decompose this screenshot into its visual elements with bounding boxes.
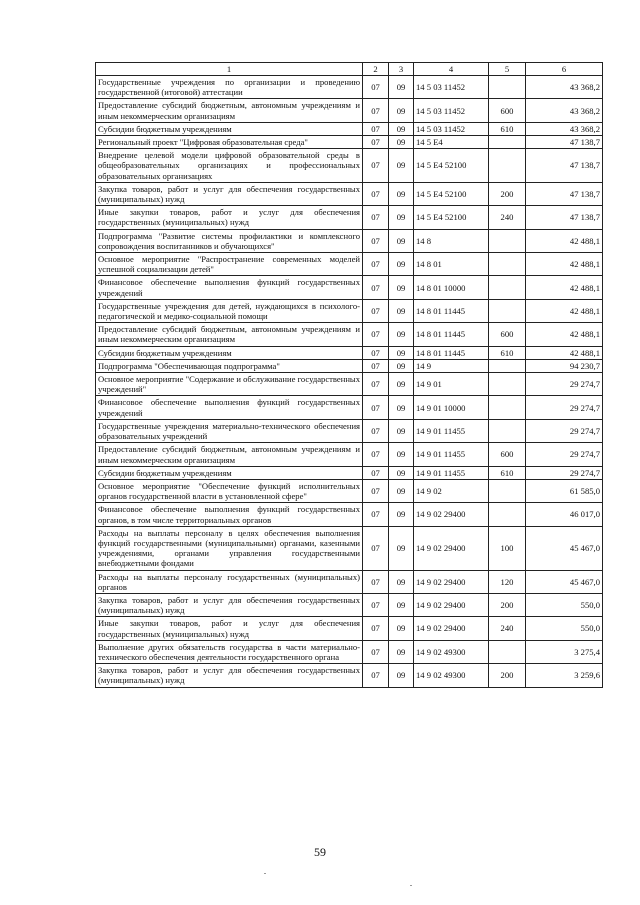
row-amount-cell: 46 017,0 [526,503,603,526]
row-section-cell: 07 [363,299,389,322]
row-target-article-cell: 14 8 01 [414,253,489,276]
row-expense-type-cell [489,76,526,99]
row-subsection-cell: 09 [389,664,414,687]
row-expense-type-cell [489,640,526,663]
row-target-article-cell: 14 9 01 11455 [414,466,489,479]
row-section-cell: 07 [363,136,389,149]
row-amount-cell: 42 488,1 [526,299,603,322]
row-subsection-cell: 09 [389,229,414,252]
row-target-article-cell: 14 9 02 29400 [414,570,489,593]
row-section-cell: 07 [363,373,389,396]
row-name-cell: Расходы на выплаты персоналу государственных (муниципальных) органов [96,570,363,593]
row-subsection-cell: 09 [389,182,414,205]
row-section-cell: 07 [363,419,389,442]
row-subsection-cell: 09 [389,99,414,122]
row-target-article-cell: 14 9 02 29400 [414,526,489,570]
row-subsection-cell: 09 [389,149,414,183]
row-expense-type-cell: 610 [489,122,526,135]
table-row [96,479,603,502]
row-subsection-cell: 09 [389,206,414,229]
table-row [96,526,603,570]
table-row [96,419,603,442]
row-expense-type-cell [489,359,526,372]
table-row [96,182,603,205]
row-target-article-cell: 14 9 01 11455 [414,419,489,442]
row-subsection-cell: 09 [389,526,414,570]
row-amount-cell: 61 585,0 [526,479,603,502]
row-name-cell: Субсидии бюджетным учреждениям [96,466,363,479]
row-target-article-cell: 14 5 E4 52100 [414,206,489,229]
row-amount-cell: 45 467,0 [526,526,603,570]
row-amount-cell: 42 488,1 [526,323,603,346]
row-amount-cell: 45 467,0 [526,570,603,593]
row-target-article-cell: 14 9 [414,359,489,372]
row-expense-type-cell [489,229,526,252]
row-expense-type-cell [489,419,526,442]
table-row [96,617,603,640]
row-name-cell: Иные закупки товаров, работ и услуг для обеспечения государственных (муниципальных) нужд [96,617,363,640]
row-target-article-cell: 14 9 01 11455 [414,443,489,466]
row-name-cell: Финансовое обеспечение выполнения функций государственных учреждений [96,276,363,299]
row-subsection-cell: 09 [389,276,414,299]
row-target-article-cell: 14 8 01 11445 [414,346,489,359]
row-name-cell: Закупка товаров, работ и услуг для обеспечения государственных (муниципальных) нужд [96,664,363,687]
row-target-article-cell: 14 5 03 11452 [414,122,489,135]
budget-table [95,62,603,688]
row-section-cell: 07 [363,99,389,122]
row-amount-cell: 42 488,1 [526,253,603,276]
row-target-article-cell: 14 9 02 29400 [414,593,489,616]
table-row [96,299,603,322]
row-section-cell: 07 [363,76,389,99]
table-row [96,503,603,526]
row-expense-type-cell: 600 [489,99,526,122]
budget-table-container [95,62,602,688]
row-name-cell: Финансовое обеспечение выполнения функций государственных органов, в том числе территориальных органов [96,503,363,526]
row-target-article-cell: 14 8 [414,229,489,252]
row-target-article-cell: 14 9 02 29400 [414,617,489,640]
table-row [96,229,603,252]
row-section-cell: 07 [363,640,389,663]
row-expense-type-cell: 240 [489,617,526,640]
row-expense-type-cell [489,253,526,276]
row-name-cell: Подпрограмма "Развитие системы профилактики и комплексного сопровождения воспитанников и обучающихся" [96,229,363,252]
row-subsection-cell: 09 [389,346,414,359]
table-row [96,149,603,183]
row-amount-cell: 47 138,7 [526,136,603,149]
row-amount-cell: 47 138,7 [526,182,603,205]
row-section-cell: 07 [363,443,389,466]
row-expense-type-cell [489,479,526,502]
row-target-article-cell: 14 9 02 49300 [414,640,489,663]
row-section-cell: 07 [363,359,389,372]
table-row [96,323,603,346]
row-section-cell: 07 [363,253,389,276]
row-name-cell: Государственные учреждения для детей, нуждающихся в психолого-педагогической и медико-социальной помощи [96,299,363,322]
row-target-article-cell: 14 8 01 11445 [414,299,489,322]
header-cell-expense-type: 5 [489,63,526,76]
table-row [96,99,603,122]
header-cell-section: 2 [363,63,389,76]
table-row [96,346,603,359]
row-section-cell: 07 [363,122,389,135]
row-amount-cell: 43 368,2 [526,99,603,122]
row-name-cell: Иные закупки товаров, работ и услуг для обеспечения государственных (муниципальных) нужд [96,206,363,229]
row-name-cell: Региональный проект "Цифровая образовательная среда" [96,136,363,149]
row-name-cell: Основное мероприятие "Содержание и обслуживание государственных учреждений" [96,373,363,396]
row-name-cell: Предоставление субсидий бюджетным, автономным учреждениям и иным некоммерческим организациям [96,323,363,346]
row-section-cell: 07 [363,664,389,687]
row-expense-type-cell [489,149,526,183]
row-name-cell: Предоставление субсидий бюджетным, автономным учреждениям и иным некоммерческим организациям [96,99,363,122]
table-row [96,122,603,135]
row-target-article-cell: 14 5 E4 [414,136,489,149]
row-subsection-cell: 09 [389,466,414,479]
row-target-article-cell: 14 9 01 10000 [414,396,489,419]
row-amount-cell: 42 488,1 [526,346,603,359]
row-expense-type-cell: 120 [489,570,526,593]
row-section-cell: 07 [363,346,389,359]
row-section-cell: 07 [363,229,389,252]
row-amount-cell: 47 138,7 [526,206,603,229]
table-row [96,253,603,276]
table-row [96,443,603,466]
row-expense-type-cell [489,503,526,526]
row-section-cell: 07 [363,323,389,346]
row-subsection-cell: 09 [389,136,414,149]
row-name-cell: Предоставление субсидий бюджетным, автономным учреждениям и иным некоммерческим организациям [96,443,363,466]
row-section-cell: 07 [363,570,389,593]
row-expense-type-cell [489,136,526,149]
row-target-article-cell: 14 5 E4 52100 [414,149,489,183]
row-expense-type-cell: 100 [489,526,526,570]
row-subsection-cell: 09 [389,396,414,419]
row-section-cell: 07 [363,503,389,526]
header-cell-name: 1 [96,63,363,76]
row-section-cell: 07 [363,479,389,502]
header-cell-target-article: 4 [414,63,489,76]
row-amount-cell: 29 274,7 [526,419,603,442]
row-target-article-cell: 14 9 01 [414,373,489,396]
row-expense-type-cell [489,373,526,396]
row-subsection-cell: 09 [389,617,414,640]
row-amount-cell: 29 274,7 [526,373,603,396]
row-subsection-cell: 09 [389,419,414,442]
row-target-article-cell: 14 9 02 29400 [414,503,489,526]
row-amount-cell: 29 274,7 [526,443,603,466]
row-subsection-cell: 09 [389,76,414,99]
row-name-cell: Основное мероприятие "Распространение современных моделей успешной социализации детей" [96,253,363,276]
row-section-cell: 07 [363,396,389,419]
row-expense-type-cell [489,299,526,322]
row-expense-type-cell: 200 [489,664,526,687]
table-row [96,593,603,616]
row-subsection-cell: 09 [389,593,414,616]
row-amount-cell: 550,0 [526,617,603,640]
scan-artifact [264,873,266,874]
row-target-article-cell: 14 9 02 49300 [414,664,489,687]
table-row [96,570,603,593]
row-amount-cell: 29 274,7 [526,396,603,419]
row-subsection-cell: 09 [389,299,414,322]
table-row [96,373,603,396]
row-target-article-cell: 14 5 03 11452 [414,99,489,122]
table-row [96,396,603,419]
row-amount-cell: 29 274,7 [526,466,603,479]
row-section-cell: 07 [363,466,389,479]
row-amount-cell: 43 368,2 [526,122,603,135]
row-subsection-cell: 09 [389,570,414,593]
row-target-article-cell: 14 8 01 11445 [414,323,489,346]
row-subsection-cell: 09 [389,443,414,466]
row-name-cell: Подпрограмма "Обеспечивающая подпрограмма" [96,359,363,372]
row-name-cell: Выполнение других обязательств государства в части материально-технического обеспечения деятельности государственного органа [96,640,363,663]
row-target-article-cell: 14 5 03 11452 [414,76,489,99]
row-name-cell: Субсидии бюджетным учреждениям [96,122,363,135]
table-header-row [96,63,603,76]
row-expense-type-cell: 610 [489,346,526,359]
table-row [96,206,603,229]
row-name-cell: Субсидии бюджетным учреждениям [96,346,363,359]
row-expense-type-cell: 610 [489,466,526,479]
page-number: 59 [314,845,326,859]
table-row [96,136,603,149]
row-amount-cell: 3 275,4 [526,640,603,663]
header-cell-amount: 6 [526,63,603,76]
row-section-cell: 07 [363,182,389,205]
row-amount-cell: 94 230,7 [526,359,603,372]
row-amount-cell: 42 488,1 [526,229,603,252]
row-amount-cell: 550,0 [526,593,603,616]
table-row [96,664,603,687]
row-section-cell: 07 [363,617,389,640]
row-expense-type-cell [489,276,526,299]
row-subsection-cell: 09 [389,253,414,276]
table-row [96,276,603,299]
row-name-cell: Закупка товаров, работ и услуг для обеспечения государственных (муниципальных) нужд [96,593,363,616]
row-target-article-cell: 14 9 02 [414,479,489,502]
row-section-cell: 07 [363,526,389,570]
row-target-article-cell: 14 5 E4 52100 [414,182,489,205]
row-expense-type-cell: 600 [489,443,526,466]
row-section-cell: 07 [363,276,389,299]
row-subsection-cell: 09 [389,640,414,663]
row-name-cell: Государственные учреждения по организации и проведению государственной (итоговой) аттестации [96,76,363,99]
row-section-cell: 07 [363,593,389,616]
row-name-cell: Финансовое обеспечение выполнения функций государственных учреждений [96,396,363,419]
row-target-article-cell: 14 8 01 10000 [414,276,489,299]
table-row [96,466,603,479]
row-name-cell: Государственные учреждения материально-технического обеспечения образовательных учреждений [96,419,363,442]
row-subsection-cell: 09 [389,122,414,135]
row-subsection-cell: 09 [389,323,414,346]
row-section-cell: 07 [363,206,389,229]
row-expense-type-cell: 600 [489,323,526,346]
row-name-cell: Основное мероприятие "Обеспечение функций исполнительных органов государственной власти в установленной сфере" [96,479,363,502]
scan-artifact [410,885,412,886]
row-subsection-cell: 09 [389,373,414,396]
row-subsection-cell: 09 [389,503,414,526]
row-subsection-cell: 09 [389,479,414,502]
table-row [96,76,603,99]
row-name-cell: Внедрение целевой модели цифровой образовательной среды в общеобразовательных организациях и профессиональных образовательных организациях [96,149,363,183]
row-amount-cell: 47 138,7 [526,149,603,183]
table-row [96,640,603,663]
table-row [96,359,603,372]
row-amount-cell: 42 488,1 [526,276,603,299]
row-name-cell: Расходы на выплаты персоналу в целях обеспечения выполнения функций государственными (муниципальными) органами, казенными учреждениями, органами управления государственными внебюджетными фондами [96,526,363,570]
row-section-cell: 07 [363,149,389,183]
row-name-cell: Закупка товаров, работ и услуг для обеспечения государственных (муниципальных) нужд [96,182,363,205]
row-expense-type-cell: 200 [489,593,526,616]
row-amount-cell: 3 259,6 [526,664,603,687]
row-expense-type-cell: 240 [489,206,526,229]
row-amount-cell: 43 368,2 [526,76,603,99]
row-expense-type-cell [489,396,526,419]
budget-table-body [96,63,603,688]
row-subsection-cell: 09 [389,359,414,372]
row-expense-type-cell: 200 [489,182,526,205]
header-cell-subsection: 3 [389,63,414,76]
